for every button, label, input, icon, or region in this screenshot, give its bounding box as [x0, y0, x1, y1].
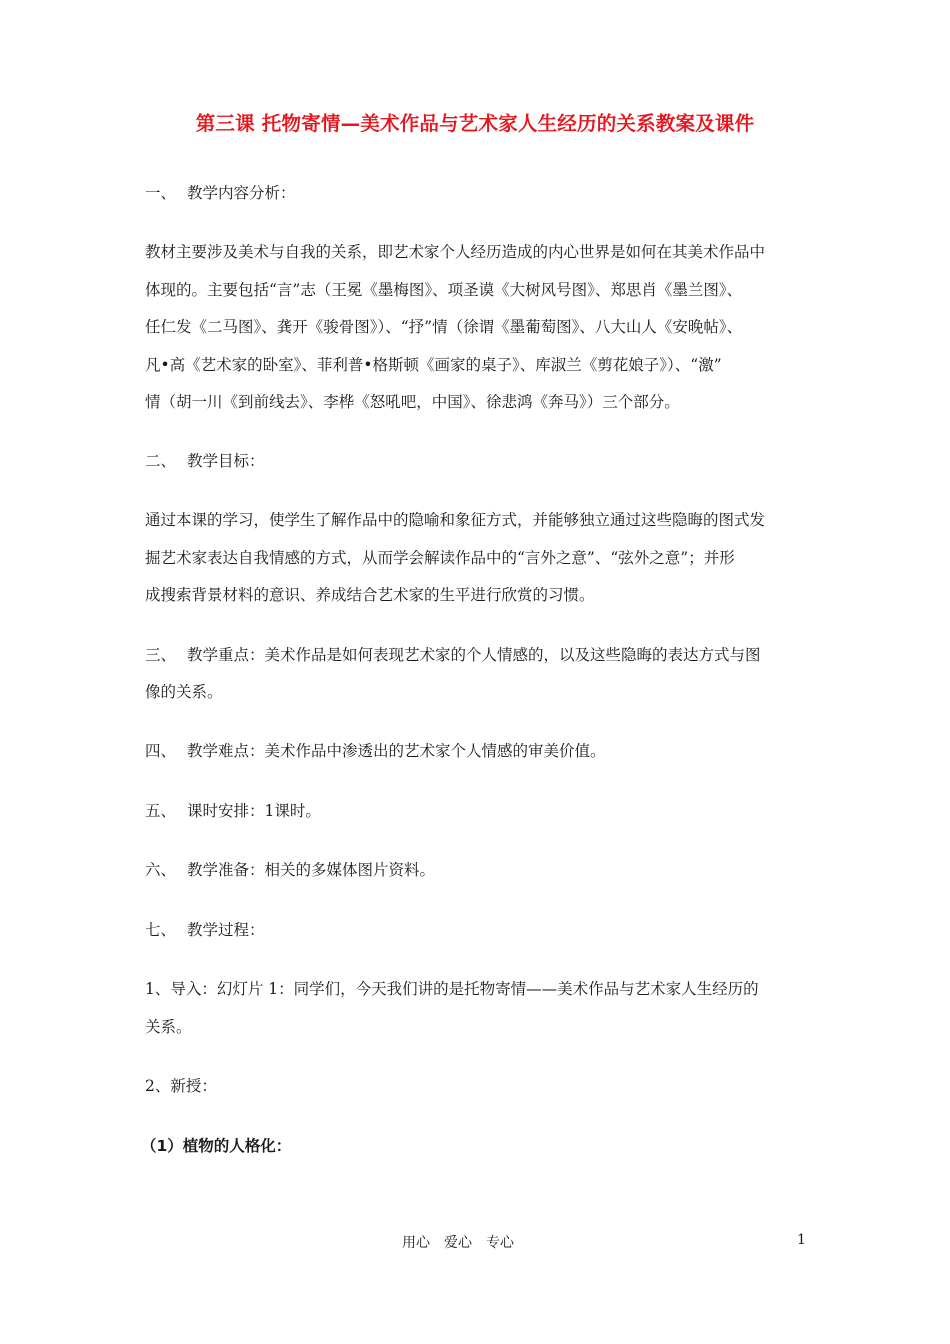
section-heading-2	[145, 451, 265, 471]
paragraph-line: 1、导入：幻灯片 1：同学们，今天我们讲的是托物寄情——美术作品与艺术家人生经历的	[145, 980, 759, 998]
paragraph-line: 情（胡一川《到前线去》、李桦《怒吼吧，中国》、徐悲鸿《奔马》）三个部分。	[145, 393, 680, 411]
section-number: 五、	[145, 802, 177, 820]
paragraph-line: 像的关系。	[145, 683, 223, 701]
subheading: （1）植物的人格化：	[141, 1137, 292, 1155]
section-heading-7	[145, 920, 265, 940]
section-label: 教学目标：	[187, 452, 265, 470]
section-number: 七、	[145, 921, 177, 939]
section-heading-1	[145, 183, 296, 203]
section-label: 课时安排：1课时。	[187, 802, 321, 820]
paragraph-line: 关系。	[145, 1018, 192, 1036]
section-label: 教学重点：美术作品是如何表现艺术家的个人情感的，以及这些隐晦的表达方式与图	[187, 646, 761, 664]
section-number: 三、	[145, 646, 177, 664]
section-label: 教学准备：相关的多媒体图片资料。	[187, 861, 436, 879]
paragraph-line: 成搜索背景材料的意识、养成结合艺术家的生平进行欣赏的习惯。	[145, 586, 595, 604]
paragraph-line: 任仁发《二马图》、龚开《骏骨图》）、“抒”情（徐谓《墨葡萄图》、八大山人《安晚帖》、	[145, 318, 743, 336]
paragraph-line: 掘艺术家表达自我情感的方式，从而学会解读作品中的“言外之意”、“弦外之意”；并形	[145, 549, 735, 567]
paragraph-line: 凡•高《艺术家的卧室》、菲利普•格斯顿《画家的桌子》、库淑兰《剪花娘子》）、“激”	[145, 356, 722, 374]
section-heading-5	[145, 801, 321, 821]
paragraph-line: 体现的。主要包括“言”志（王冕《墨梅图》、项圣谟《大树风号图》、郑思肖《墨兰图》、	[145, 281, 743, 299]
section-number: 一、	[145, 184, 177, 202]
section-number: 二、	[145, 452, 177, 470]
footer-motto: 用心 爱心 专心	[402, 1235, 514, 1251]
document-title: 第三课 托物寄情—美术作品与艺术家人生经历的关系教案及课件	[195, 112, 755, 135]
paragraph-line: 通过本课的学习，使学生了解作品中的隐喻和象征方式，并能够独立通过这些隐晦的图式发	[145, 511, 766, 529]
section-number: 四、	[145, 742, 177, 760]
section-label: 教学难点：美术作品中渗透出的艺术家个人情感的审美价值。	[187, 742, 606, 760]
section-heading-6	[145, 860, 435, 880]
paragraph-line: 教材主要涉及美术与自我的关系，即艺术家个人经历造成的内心世界是如何在其美术作品中	[145, 243, 766, 261]
section-heading-3	[145, 645, 761, 665]
section-label: 教学过程：	[187, 921, 265, 939]
section-number: 六、	[145, 861, 177, 879]
page-number: 1	[797, 1232, 806, 1248]
paragraph-line: 2、新授：	[145, 1077, 217, 1095]
section-heading-4	[145, 741, 606, 761]
section-label: 教学内容分析：	[187, 184, 296, 202]
